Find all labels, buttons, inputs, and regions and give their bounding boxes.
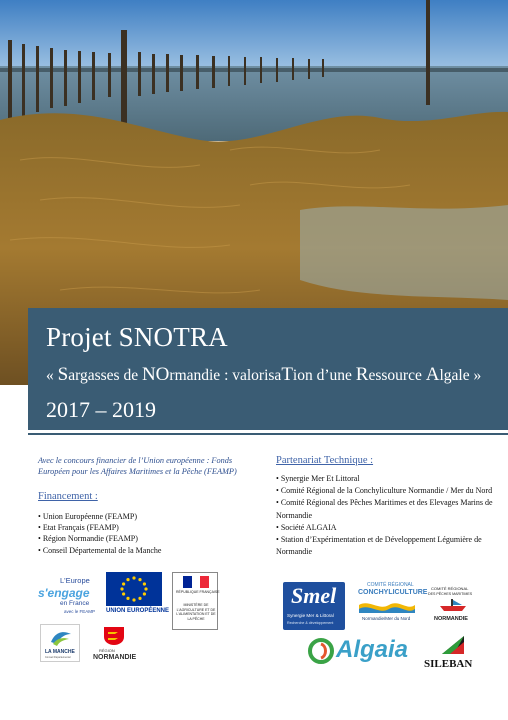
subtitle-part-10: lgale » [439,367,482,384]
title-band [28,308,508,430]
list-item: • Comité Régional de la Conchyliculture Normandie / Mer du Nord [276,485,496,497]
eu-stars-icon [106,572,162,606]
fishing-boat-icon [438,598,468,612]
smel-logo: Smel Synergie Mer & Littoral Recherche & développement [283,582,345,630]
project-years: 2017 – 2019 [46,397,156,422]
ministere-text: MINISTÈRE DE L'AGRICULTURE ET DE L'ALIMENTATION ET DE LA PÊCHE [176,603,216,621]
la-manche-logo: LA MANCHE Conseil Départemental [40,624,80,662]
list-item: • Région Normandie (FEAMP) [38,533,263,544]
manche-wave-icon [49,628,73,648]
subtitle-part-4: rmandie : valorisa [169,367,282,384]
project-subtitle [46,364,481,386]
subtitle-part-8: essource [368,367,426,384]
sileban-logo: SILEBAN [424,634,472,674]
partenariat-heading: Partenariat Technique : [276,455,374,466]
algaia-swirl-icon [308,638,334,664]
list-item: • Station d’Expérimentation et de Développement Légumière de Normandie [276,534,496,558]
europe-engage-logo: L'Europe s'engage en France avec le FEAMP [38,576,96,614]
partners-column [276,455,496,558]
subtitle-part-3: NO [141,364,170,385]
subtitle-part-5: T [281,364,293,385]
crc-conchyliculture-logo: COMITÉ RÉGIONAL CONCHYLICULTURE Normandie/Mer du Nord [358,582,428,621]
subtitle-part-9: A [425,364,440,385]
financement-list [38,511,263,556]
list-item: • Synergie Mer Et Littoral [276,473,496,485]
algaia-logo: Algaia [308,634,412,670]
subtitle-part-7: R [355,364,369,385]
waves-icon [359,599,415,613]
ministere-logo: RÉPUBLIQUE FRANÇAISE MINISTÈRE DE L'AGRICULTURE ET DE L'ALIMENTATION ET DE LA PÊCHE [172,572,218,630]
cofinancing-statement: Avec le concours financier de l’Union européenne : Fonds Européen pour les Affaires Maritimes et la Pêche (FEAMP) [38,456,237,476]
subtitle-part-0: « [46,367,58,384]
divider-rule [28,433,508,435]
region-normandie-logo: RÉGION NORMANDIE [92,624,136,664]
list-item: • Etat Français (FEAMP) [38,522,263,533]
partenariat-list [276,473,496,558]
list-item: • Conseil Départemental de la Manche [38,545,263,556]
normandy-leopards-icon [103,626,125,646]
funding-column [38,456,263,556]
eu-flag-logo: UNION EUROPÉENNE [106,572,162,616]
list-item: • Comité Régional des Pêches Maritimes et des Elevages Marins de Normandie [276,497,496,521]
project-title: Projet SNOTRA [46,322,228,352]
list-item: • Union Européenne (FEAMP) [38,511,263,522]
list-item: • Société ALGAIA [276,522,496,534]
financement-heading: Financement : [38,491,98,502]
french-flag-icon [183,576,209,588]
sileban-leaf-icon [440,634,466,656]
subtitle-part-2: argasses de [68,367,142,384]
subtitle-part-6: ion d’une [292,367,356,384]
crpm-normandie-logo: COMITÉ RÉGIONAL DES PÊCHES MARITIMES NORMANDIE [428,586,473,622]
subtitle-part-1: S [57,364,69,385]
